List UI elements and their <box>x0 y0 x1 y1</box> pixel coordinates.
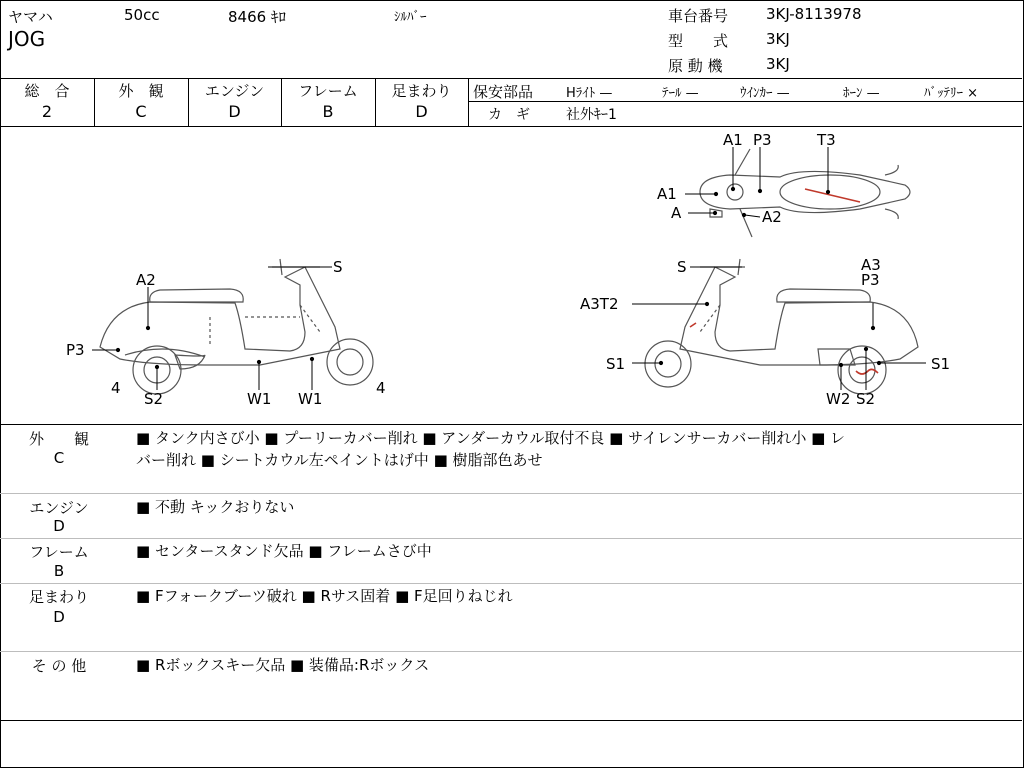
diag-right-s: S <box>677 258 687 276</box>
section-engine-title: エンジン <box>29 499 89 517</box>
diag-right-s2: S2 <box>856 390 876 408</box>
grade-engine-label: エンジン <box>204 82 265 100</box>
diag-left-4-rear: 4 <box>376 379 386 397</box>
grade-frame-value: B <box>322 102 334 121</box>
chassis-label: 車台番号 <box>668 7 729 25</box>
diag-top-a: A <box>671 204 682 222</box>
type-label: 型 式 <box>668 32 729 50</box>
section-engine-line-1: ■ 不動 キックおりない <box>136 498 295 516</box>
key-label: カ ギ <box>488 107 530 123</box>
diag-top-a1: A1 <box>723 131 743 149</box>
diag-left-w1-a: W1 <box>247 390 272 408</box>
diag-right-a3t2: A3T2 <box>580 295 619 313</box>
grade-exterior-label: 外 観 <box>118 82 164 100</box>
maker: ヤマハ <box>8 8 53 26</box>
chassis-value: 3KJ-8113978 <box>766 5 862 23</box>
safety-headlight: Hﾗｲﾄ — <box>566 86 613 101</box>
section-suspension-line-1: ■ Fフォークブーツ破れ ■ Rサス固着 ■ F足回りねじれ <box>136 587 513 605</box>
section-suspension-grade: D <box>53 608 65 626</box>
mileage: 8466 ｷﾛ <box>228 8 286 26</box>
scooter-top-view-icon <box>700 149 910 237</box>
safety-winker: ｳｲﾝｶｰ — <box>740 86 790 101</box>
section-exterior-title: 外 観 <box>28 430 89 448</box>
model-name: JOG <box>8 27 46 51</box>
diag-right-s1-front: S1 <box>606 355 626 373</box>
section-exterior-grade: C <box>53 449 65 467</box>
engine-value: 3KJ <box>766 55 790 73</box>
diag-left-p3: P3 <box>66 341 85 359</box>
grade-exterior-value: C <box>135 102 147 121</box>
section-other-title: そ の 他 <box>31 657 87 675</box>
section-engine-grade: D <box>53 517 65 535</box>
type-value: 3KJ <box>766 30 790 48</box>
section-exterior-line-1: ■ タンク内さび小 ■ プーリーカバー削れ ■ アンダーカウル取付不良 ■ サイレンサーカバー削れ小 ■ レ <box>136 429 846 447</box>
safety-battery: ﾊﾞｯﾃﾘｰ × <box>924 86 979 101</box>
diag-top-a1-left: A1 <box>657 185 677 203</box>
grade-frame-label: フレーム <box>298 82 358 100</box>
safety-tail: ﾃｰﾙ — <box>662 86 699 101</box>
diag-left-a2: A2 <box>136 271 156 289</box>
diag-left-w1-b: W1 <box>298 390 323 408</box>
diag-right-p3: P3 <box>861 271 880 289</box>
grade-suspension-label: 足まわり <box>391 82 452 100</box>
diag-right-s1-rear: S1 <box>931 355 951 373</box>
damage-mark-front <box>690 323 696 327</box>
engine-cc: 50cc <box>124 6 160 24</box>
section-other-line-1: ■ Rボックスキー欠品 ■ 装備品:Rボックス <box>136 656 430 674</box>
diag-top-p3: P3 <box>753 131 772 149</box>
diag-top-a2: A2 <box>762 208 782 226</box>
safety-horn: ﾎｰﾝ — <box>843 86 880 101</box>
engine-label: 原 動 機 <box>668 57 723 75</box>
color: ｼﾙﾊﾞｰ <box>394 10 427 25</box>
grade-engine-value: D <box>228 102 241 121</box>
grade-suspension-value: D <box>415 102 428 121</box>
diag-left-s2: S2 <box>144 390 164 408</box>
grade-total-label: 総 合 <box>24 82 70 100</box>
section-suspension-title: 足まわり <box>28 588 89 606</box>
key-value: 社外ｷｰ1 <box>566 107 617 123</box>
diag-top-t3: T3 <box>817 131 836 149</box>
section-exterior-line-2: バー削れ ■ シートカウル左ペイントはげ中 ■ 樹脂部色あせ <box>136 451 543 469</box>
section-frame-grade: B <box>53 562 65 580</box>
diag-left-4-front: 4 <box>111 379 121 397</box>
damage-mark-tank <box>805 189 860 202</box>
section-frame-title: フレーム <box>29 543 89 561</box>
diag-right-a3: A3 <box>861 256 881 274</box>
grade-total-value: 2 <box>41 102 53 121</box>
diag-left-s: S <box>333 258 343 276</box>
safety-title: 保安部品 <box>473 83 534 101</box>
diag-right-w2: W2 <box>826 390 851 408</box>
section-frame-line-1: ■ センタースタンド欠品 ■ フレームさび中 <box>136 542 432 560</box>
